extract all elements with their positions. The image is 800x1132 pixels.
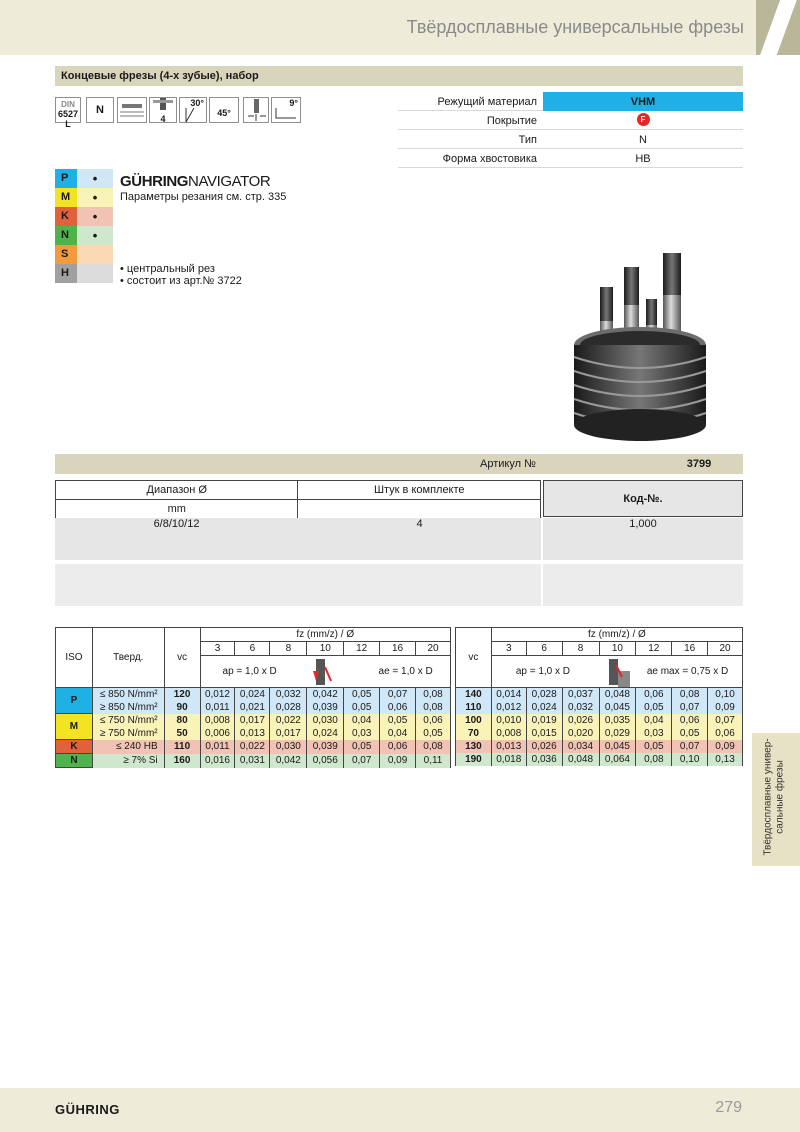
fz-cell: 0,036 [526, 753, 562, 766]
diameter-header: 6 [526, 642, 562, 656]
fz-cell: 0,07 [708, 714, 743, 727]
vc-header: vc [164, 628, 200, 688]
fz-cell: 0,030 [270, 740, 307, 754]
fz-cell: 0,026 [526, 740, 562, 753]
direction-pictogram [243, 97, 269, 123]
code-header: Код-№. [543, 480, 743, 517]
notes [120, 263, 242, 287]
diameter-header: 6 [235, 642, 270, 656]
fz-cell: 0,012 [491, 701, 526, 714]
fz-cell: 0,028 [270, 701, 307, 714]
fz-cell: 0,034 [562, 740, 599, 753]
vc-cell: 100 [456, 714, 492, 727]
fz-cell: 0,06 [708, 727, 743, 740]
page-title: Твёрдосплавные универсальные фрезы [406, 17, 744, 37]
chamfer-pictogram [209, 97, 239, 123]
ap-label: ap = 1,0 x D [515, 666, 571, 677]
fz-cell: 0,04 [380, 727, 416, 740]
hardness-cell: ≤ 240 HB [92, 740, 164, 754]
spec-coating [398, 111, 743, 130]
iso-group-k [55, 207, 113, 226]
fz-cell: 0,045 [599, 701, 636, 714]
page-footer [0, 1088, 800, 1132]
cutting-row [56, 740, 451, 754]
fz-cell: 0,06 [380, 701, 416, 714]
type-pictogram [86, 97, 114, 123]
ae-label: ae max = 0,75 x D [646, 666, 729, 677]
helix-icon [180, 108, 206, 122]
din-pictogram [55, 97, 81, 129]
fz-cell: 0,016 [200, 754, 235, 768]
fz-cell: 0,07 [344, 754, 380, 768]
diameter-header: 8 [562, 642, 599, 656]
article-bar [55, 454, 743, 474]
iso-letter: P [55, 169, 77, 188]
vc-cell: 80 [164, 714, 200, 727]
empty-code-bg [543, 564, 743, 606]
hardness-cell: ≥ 7% Si [92, 754, 164, 768]
teeth-count: 4 [160, 114, 166, 124]
fz-cell: 0,06 [380, 740, 416, 754]
iso-letter: M [55, 188, 77, 207]
cutting-row [56, 754, 451, 768]
diameter-header: 8 [270, 642, 307, 656]
fz-cell: 0,05 [416, 727, 451, 740]
vc-cell: 160 [164, 754, 200, 768]
chapter-tab-label: Твёрдосплавные универ-сальные фрезы [762, 738, 786, 856]
fz-cell: 0,015 [526, 727, 562, 740]
spec-shank [398, 149, 743, 168]
range-value: 6/8/10/12 [153, 518, 200, 530]
hardness-cell: ≥ 750 N/mm² [92, 727, 164, 740]
iso-letter: H [55, 264, 77, 283]
shank-pictogram [117, 97, 147, 123]
fz-cell: 0,05 [344, 701, 380, 714]
fz-cell: 0,08 [416, 740, 451, 754]
diameter-header: 16 [672, 642, 708, 656]
fz-cell: 0,022 [270, 714, 307, 727]
count-value: 4 [416, 518, 423, 530]
feed-direction-icon [244, 98, 268, 122]
diameter-header: 10 [307, 642, 344, 656]
fz-cell: 0,05 [380, 714, 416, 727]
fz-cell: 0,008 [200, 714, 235, 727]
depth-cell [200, 656, 450, 688]
cutting-table-left [55, 627, 451, 768]
iso-group-cell: M [56, 714, 93, 740]
chapter-tab[interactable] [752, 733, 800, 866]
iso-group-cell: P [56, 688, 93, 714]
empty-row-bg [55, 564, 541, 606]
clearance-icon [272, 108, 300, 122]
depth-cell [491, 656, 742, 688]
diameter-header: 12 [344, 642, 380, 656]
fz-cell: 0,045 [599, 740, 636, 753]
iso-group-cell: N [56, 754, 93, 768]
iso-mark [77, 264, 113, 283]
page-header [0, 0, 800, 55]
fz-cell: 0,013 [235, 727, 270, 740]
fz-cell: 0,013 [491, 740, 526, 753]
iso-group-n [55, 226, 113, 245]
fz-cell: 0,012 [200, 688, 235, 701]
fz-header: fz (mm/z) / Ø [200, 628, 450, 642]
product-image [560, 245, 730, 445]
fz-cell: 0,039 [307, 740, 344, 754]
fz-cell: 0,035 [599, 714, 636, 727]
navigator-product: NAVIGATOR [188, 173, 271, 190]
spec-label: Покрытие [486, 115, 537, 127]
fz-cell: 0,014 [491, 688, 526, 701]
clearance-angle: 9° [289, 98, 298, 108]
vc-cell: 110 [164, 740, 200, 754]
cutting-row [56, 701, 451, 714]
fz-cell: 0,03 [344, 727, 380, 740]
vc-header: vc [456, 628, 492, 688]
iso-mark: • [77, 226, 113, 245]
helix-pictogram [179, 97, 207, 123]
cutting-row [456, 740, 743, 753]
fz-cell: 0,032 [562, 701, 599, 714]
teeth-pictogram [149, 97, 177, 123]
fz-cell: 0,006 [200, 727, 235, 740]
fz-cell: 0,024 [526, 701, 562, 714]
fz-cell: 0,017 [235, 714, 270, 727]
fz-cell: 0,07 [672, 701, 708, 714]
fz-cell: 0,048 [562, 753, 599, 766]
fz-cell: 0,11 [416, 754, 451, 768]
fz-cell: 0,04 [636, 714, 672, 727]
fz-cell: 0,08 [416, 688, 451, 701]
vc-cell: 140 [456, 688, 492, 701]
iso-mark [77, 245, 113, 264]
fz-cell: 0,13 [708, 753, 743, 766]
iso-group-p [55, 169, 113, 188]
vc-cell: 90 [164, 701, 200, 714]
spec-type [398, 130, 743, 149]
vc-cell: 50 [164, 727, 200, 740]
spec-value: VHM [543, 92, 743, 111]
cutting-row [56, 727, 451, 740]
fz-cell: 0,022 [235, 740, 270, 754]
fz-cell: 0,07 [672, 740, 708, 753]
angle-pictogram [271, 97, 301, 123]
fz-header: fz (mm/z) / Ø [491, 628, 742, 642]
fz-cell: 0,019 [526, 714, 562, 727]
fz-cell: 0,056 [307, 754, 344, 768]
code-value: 1,000 [629, 518, 657, 530]
fz-cell: 0,06 [672, 714, 708, 727]
navigator-subtitle: Параметры резания см. стр. 335 [120, 191, 287, 203]
note-item: • состоит из арт.№ 3722 [120, 275, 242, 287]
fz-cell: 0,064 [599, 753, 636, 766]
section-title: Концевые фрезы (4-х зубые), набор [55, 66, 743, 86]
article-label: Артикул № [480, 458, 536, 470]
diameter-header: 16 [380, 642, 416, 656]
fz-cell: 0,031 [235, 754, 270, 768]
vc-cell: 110 [456, 701, 492, 714]
din-value: 6527 L [57, 109, 79, 129]
diameter-header: 20 [708, 642, 743, 656]
footer-logo: GÜHRING [55, 1102, 120, 1117]
shank-icon [118, 98, 146, 122]
fz-cell: 0,10 [672, 753, 708, 766]
fz-cell: 0,09 [708, 740, 743, 753]
ap-label: ap = 1,0 x D [222, 666, 277, 677]
dimension-table [55, 480, 541, 519]
iso-letter: N [55, 226, 77, 245]
fz-cell: 0,024 [235, 688, 270, 701]
diameter-header: 3 [200, 642, 235, 656]
spec-material [398, 92, 743, 111]
hardness-cell: ≤ 750 N/mm² [92, 714, 164, 727]
vc-cell: 190 [456, 753, 492, 766]
fz-cell: 0,06 [636, 688, 672, 701]
ae-label: ae = 1,0 x D [378, 666, 433, 677]
type-value: N [96, 104, 104, 116]
iso-group-s [55, 245, 113, 264]
slot-milling-icon [303, 657, 337, 687]
fz-cell: 0,032 [270, 688, 307, 701]
cutting-row [56, 714, 451, 727]
fz-cell: 0,020 [562, 727, 599, 740]
spec-label: Режущий материал [437, 96, 537, 108]
fz-cell: 0,042 [270, 754, 307, 768]
iso-letter: S [55, 245, 77, 264]
fz-cell: 0,018 [491, 753, 526, 766]
fz-cell: 0,021 [235, 701, 270, 714]
cutter-icon [150, 98, 176, 112]
fz-cell: 0,08 [672, 688, 708, 701]
cutting-row [56, 688, 451, 701]
coating-badge: F [637, 113, 650, 126]
hardness-cell: ≤ 850 N/mm² [92, 688, 164, 701]
navigator-logo [120, 173, 270, 190]
diameter-header: 20 [416, 642, 451, 656]
fz-cell: 0,048 [599, 688, 636, 701]
fz-cell: 0,06 [416, 714, 451, 727]
cutting-row [456, 714, 743, 727]
din-label: DIN [61, 100, 75, 109]
fz-cell: 0,030 [307, 714, 344, 727]
iso-group-cell: K [56, 740, 93, 754]
navigator-brand: GÜHRING [120, 173, 189, 190]
fz-cell: 0,05 [344, 688, 380, 701]
iso-mark: • [77, 207, 113, 226]
vc-cell: 120 [164, 688, 200, 701]
iso-mark: • [77, 188, 113, 207]
spec-value: HB [635, 153, 651, 165]
cutting-row [456, 753, 743, 766]
cutting-row [456, 727, 743, 740]
fz-cell: 0,024 [307, 727, 344, 740]
spec-label: Тип [518, 134, 537, 146]
fz-cell: 0,05 [636, 701, 672, 714]
hardness-header: Тверд. [92, 628, 164, 688]
fz-cell: 0,017 [270, 727, 307, 740]
iso-header: ISO [56, 628, 93, 688]
fz-cell: 0,028 [526, 688, 562, 701]
iso-group-m [55, 188, 113, 207]
chamfer-angle: 45° [217, 108, 231, 118]
spec-label: Форма хвостовика [442, 153, 537, 165]
fz-cell: 0,09 [380, 754, 416, 768]
cutting-row [456, 688, 743, 701]
fz-cell: 0,08 [416, 701, 451, 714]
side-milling-icon [596, 657, 630, 687]
note-item: • центральный рез [120, 263, 215, 275]
fz-cell: 0,010 [491, 714, 526, 727]
helix-angle: 30° [190, 98, 204, 108]
fz-cell: 0,07 [380, 688, 416, 701]
spec-value: N [639, 134, 647, 146]
article-number: 3799 [686, 458, 712, 470]
fz-cell: 0,026 [562, 714, 599, 727]
diameter-header: 12 [636, 642, 672, 656]
fz-cell: 0,011 [200, 740, 235, 754]
unit-label: mm [56, 500, 298, 519]
fz-cell: 0,029 [599, 727, 636, 740]
fz-cell: 0,10 [708, 688, 743, 701]
fz-cell: 0,05 [344, 740, 380, 754]
fz-cell: 0,05 [672, 727, 708, 740]
fz-cell: 0,042 [307, 688, 344, 701]
fz-cell: 0,008 [491, 727, 526, 740]
cutting-table-right [455, 627, 743, 766]
hardness-cell: ≥ 850 N/mm² [92, 701, 164, 714]
iso-letter: K [55, 207, 77, 226]
col-header-count: Штук в комплекте [298, 481, 541, 500]
iso-material-groups [55, 169, 113, 283]
vc-cell: 130 [456, 740, 492, 753]
diameter-header: 10 [599, 642, 636, 656]
col-header-range: Диапазон Ø [56, 481, 298, 500]
vc-cell: 70 [456, 727, 492, 740]
fz-cell: 0,04 [344, 714, 380, 727]
diameter-header: 3 [491, 642, 526, 656]
fz-cell: 0,011 [200, 701, 235, 714]
iso-group-h [55, 264, 113, 283]
category-logo [756, 0, 800, 55]
fz-cell: 0,08 [636, 753, 672, 766]
fz-cell: 0,09 [708, 701, 743, 714]
iso-mark: • [77, 169, 113, 188]
fz-cell: 0,037 [562, 688, 599, 701]
fz-cell: 0,03 [636, 727, 672, 740]
fz-cell: 0,039 [307, 701, 344, 714]
cutting-row [456, 701, 743, 714]
page-number: 279 [715, 1099, 742, 1116]
fz-cell: 0,05 [636, 740, 672, 753]
